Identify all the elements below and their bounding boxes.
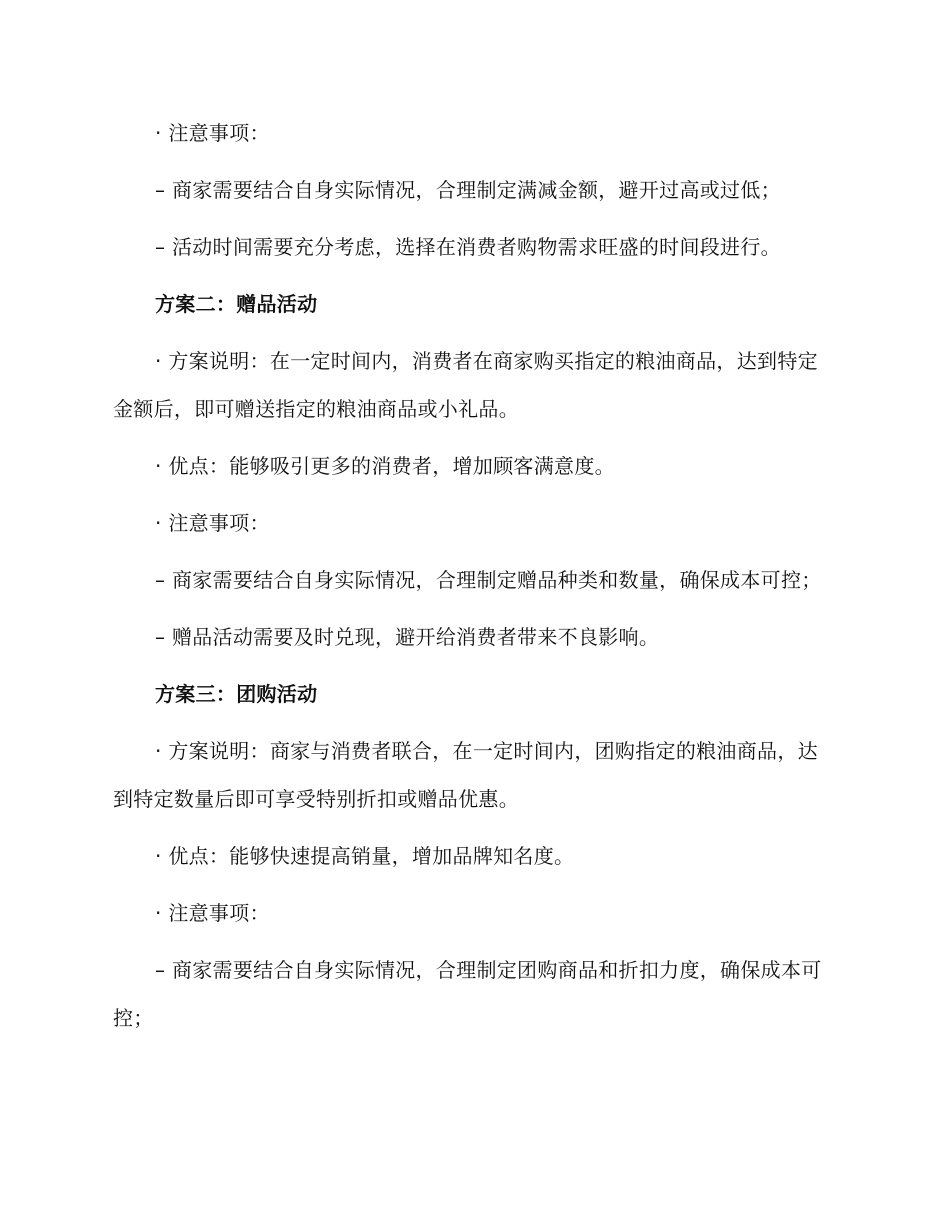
list-item: – 活动时间需要充分考虑，选择在消费者购物需求旺盛的时间段进行。 bbox=[155, 235, 781, 259]
list-item: – 商家需要结合自身实际情况，合理制定赠品种类和数量，确保成本可控； bbox=[155, 568, 822, 592]
document-body bbox=[113, 109, 825, 1051]
section-heading-plan-2: 方案二：赠品活动 bbox=[155, 292, 318, 316]
section-heading-plan-3: 方案三：团购活动 bbox=[155, 682, 318, 706]
list-item: – 商家需要结合自身实际情况，合理制定满减金额，避开过高或过低； bbox=[155, 178, 781, 202]
list-item: – 商家需要结合自身实际情况，合理制定团购商品和折扣力度，确保成本可控； bbox=[113, 958, 822, 1030]
plan-description: · 方案说明：在一定时间内，消费者在商家购买指定的粮油商品，达到特定金额后，即可赠送指定的粮油商品或小礼品。 bbox=[113, 349, 818, 421]
notes-label: · 注意事项： bbox=[155, 511, 270, 535]
notes-label: · 注意事项： bbox=[155, 121, 270, 145]
notes-label: · 注意事项： bbox=[155, 901, 270, 925]
plan-advantages: · 优点：能够吸引更多的消费者，增加顾客满意度。 bbox=[155, 454, 615, 478]
list-item: – 赠品活动需要及时兑现，避开给消费者带来不良影响。 bbox=[155, 625, 660, 649]
plan-description: · 方案说明：商家与消费者联合，在一定时间内，团购指定的粮油商品，达到特定数量后即可享受特别折扣或赠品优惠。 bbox=[113, 739, 818, 811]
plan-advantages: · 优点：能够快速提高销量，增加品牌知名度。 bbox=[155, 844, 575, 868]
